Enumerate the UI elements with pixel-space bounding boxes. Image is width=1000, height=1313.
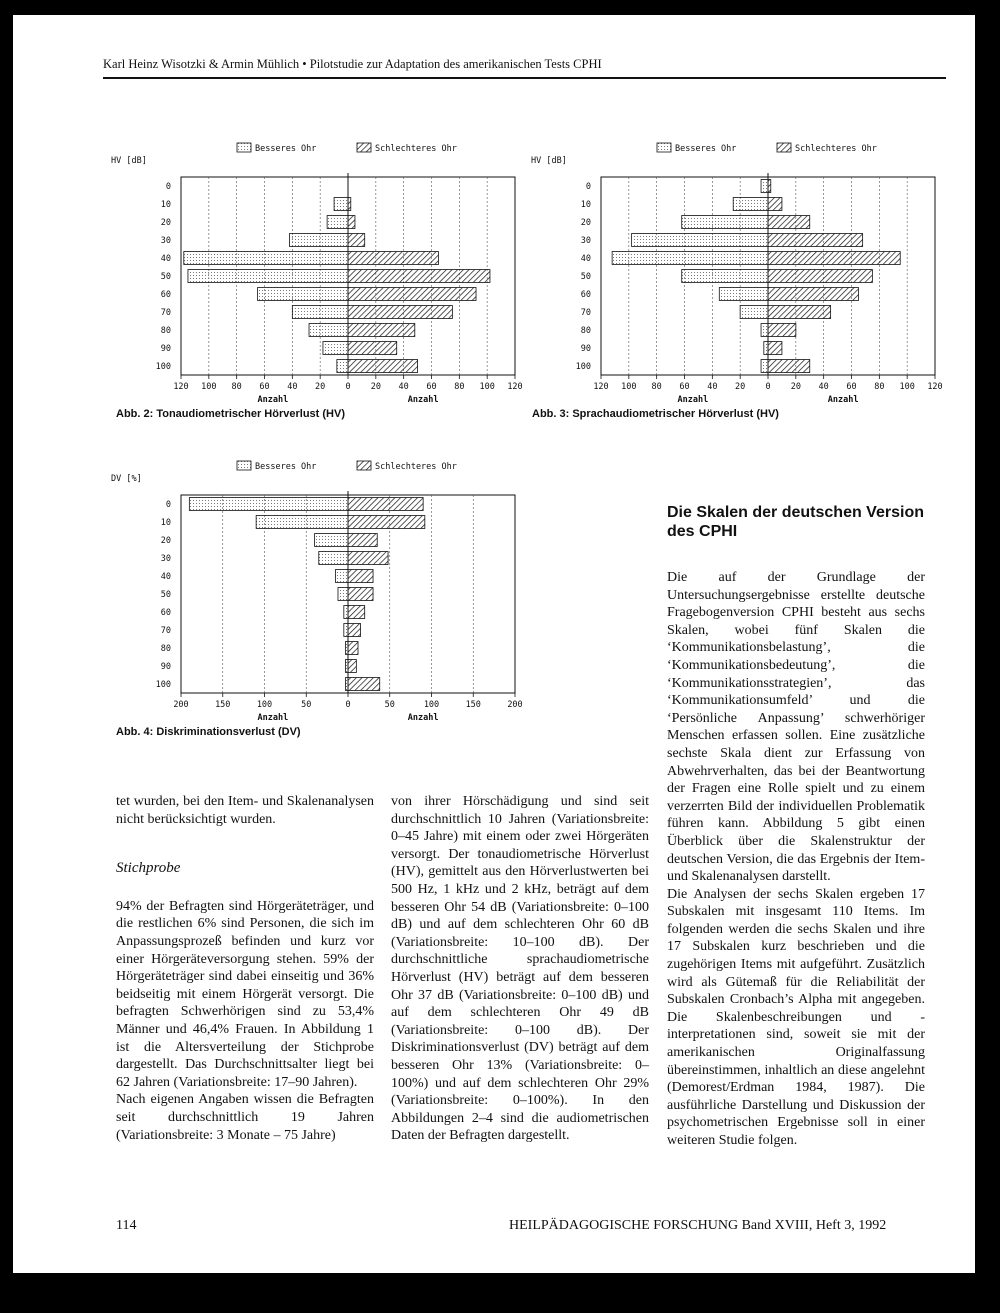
text-column-2 — [391, 793, 649, 1145]
x-tick-label: 40 — [818, 382, 829, 392]
bar-worse-ear — [348, 534, 377, 547]
legend-label-better: Besseres Ohr — [255, 462, 317, 472]
bar-better-ear — [682, 216, 768, 229]
x-tick-label: 80 — [231, 382, 242, 392]
bar-better-ear — [256, 516, 348, 529]
paragraph: von ihrer Hörschädigung und sind seit durchschnittlich 10 Jahren (Variationsbreite: 0–45 Jahre) mit einem oder zwei Hörgeräten versorgt. Der tonaudiometrische Hörverlust (HV), gemittelt aus den Hörverlustwerten bei 500 Hz, 1 kHz und 2 kHz, beträgt auf dem besseren Ohr 54 dB (Variationsbreite: 0–100 dB) und auf dem schlechteren Ohr 60 dB (Variationsbreite: 10–100 dB). Der durchschnittliche sprachaudiometrische Hörverlust (HV) beträgt auf dem besseren Ohr 37 dB (Variationsbreite: 0–100 dB) und auf dem schlechteren Ohr 49 dB (Variationsbreite: 0–100 dB). Der Diskriminationsverlust (DV) beträgt auf dem besseren Ohr 13% (Variationsbreite: 0–100%) und auf dem schlechteren Ohr 29% (Variationsbreite: 0–100%). In den Abbildungen 2–4 sind die audiometrischen Daten der Befragten dargestellt. — [391, 794, 649, 1144]
bar-worse-ear — [348, 606, 365, 619]
bar-worse-ear — [768, 216, 810, 229]
y-tick-label: 20 — [160, 536, 171, 546]
bar-better-ear — [338, 588, 348, 601]
x-tick-label: 20 — [790, 382, 801, 392]
bar-better-ear — [290, 234, 348, 247]
figure-caption-3: Abb. 3: Sprachaudiometrischer Hörverlust (HV) — [532, 408, 779, 420]
bar-better-ear — [761, 360, 768, 373]
bar-worse-ear — [768, 252, 900, 265]
x-tick-label: 80 — [874, 382, 885, 392]
bar-worse-ear — [348, 570, 373, 583]
x-tick-label: 100 — [899, 382, 915, 392]
paragraph: tet wurden, bei den Item- und Skalenanalysen nicht berücksichtigt wurden. — [116, 794, 374, 827]
chart-svg — [109, 455, 529, 727]
y-tick-label: 20 — [160, 218, 171, 228]
y-tick-label: 60 — [160, 290, 171, 300]
x-tick-label: 150 — [215, 700, 231, 710]
bar-better-ear — [612, 252, 768, 265]
bar-worse-ear — [348, 324, 415, 337]
x-tick-label: 100 — [621, 382, 637, 392]
bar-worse-ear — [348, 660, 356, 673]
journal-footer: HEILPÄDAGOGISCHE FORSCHUNG Band XVIII, Heft 3, 1992 — [509, 1218, 887, 1233]
bar-better-ear — [733, 198, 768, 211]
bar-better-ear — [334, 198, 348, 211]
bar-worse-ear — [348, 516, 425, 529]
x-axis-label-left: Anzahl — [257, 395, 289, 405]
x-tick-label: 50 — [301, 700, 312, 710]
paragraph: Die Analysen der sechs Skalen ergeben 17 Subskalen mit insgesamt 110 Items. Im folgenden werden die sechs Skalen und ihre 17 Subskalen kurz beschrieben und die zugehörigen Items mit aufgeführt. Zusätzlich wird als Gütemaß für die Reliabilität der Subskalen Cronbach’s Alpha mit angegeben. Die Skalenbeschreibungen und -interpretationen sind, soweit sie mit der amerikanischen Originalfassung übereinstimmen, inhaltlich an diese angelehnt (Demorest/Erdman 1984, 1987). Die ausführliche Darstellung und Diskussion der psychometrischen Ergebnisse soll in einer weiteren Studie folgen. — [667, 886, 925, 1148]
x-tick-label: 60 — [259, 382, 270, 392]
section-heading: Die Skalen der deutschen Version des CPHI — [667, 504, 924, 540]
legend — [237, 143, 457, 154]
y-tick-label: 90 — [580, 344, 591, 354]
x-tick-label: 80 — [454, 382, 465, 392]
x-tick-label: 200 — [507, 700, 523, 710]
x-axis-label-right: Anzahl — [827, 395, 859, 405]
x-tick-label: 80 — [651, 382, 662, 392]
paragraph: 94% der Befragten sind Hörgeräteträger, und die restlichen 6% sind Personen, die sich im Anpassungsprozeß befinden und kurz vor einer Hörgeräteversorgung stehen. 59% der Hörgeräteträger sind dabei einseitig und 36% beidseitig mit einem Hörgerät versorgt. Die befragten Schwerhörigen sind zu 53,4% Männer und 46,4% Frauen. In Abbildung 1 ist die Altersverteilung der Stichprobe dargestellt. Das Durchschnittsalter liegt bei 62 Jahren (Variationsbreite: 17–90 Jahren). — [116, 898, 374, 1090]
x-tick-label: 120 — [593, 382, 609, 392]
y-tick-label: 60 — [160, 608, 171, 618]
y-tick-label: 100 — [575, 362, 591, 372]
x-tick-label: 60 — [846, 382, 857, 392]
y-tick-label: 0 — [165, 182, 171, 192]
section-subheading: Stichprobe — [116, 860, 181, 877]
y-tick-label: 10 — [160, 200, 171, 210]
bar-worse-ear — [768, 234, 863, 247]
y-tick-label: 80 — [160, 644, 171, 654]
y-axis-label: DV [%] — [111, 474, 142, 484]
bar-worse-ear — [768, 198, 782, 211]
y-tick-label: 100 — [155, 680, 171, 690]
chart-tonaudiometric-hv — [109, 137, 529, 409]
bar-better-ear — [184, 252, 348, 265]
y-tick-label: 80 — [160, 326, 171, 336]
x-axis-label-right: Anzahl — [407, 713, 439, 723]
y-tick-label: 90 — [160, 344, 171, 354]
x-tick-label: 0 — [345, 382, 351, 392]
bar-better-ear — [188, 270, 348, 283]
x-tick-label: 60 — [426, 382, 437, 392]
figure-caption-4: Abb. 4: Diskriminationsverlust (DV) — [116, 726, 301, 738]
x-tick-label: 120 — [927, 382, 943, 392]
legend-label-worse: Schlechteres Ohr — [375, 144, 457, 154]
y-tick-label: 30 — [160, 554, 171, 564]
bar-worse-ear — [348, 306, 452, 319]
y-tick-label: 30 — [580, 236, 591, 246]
x-tick-label: 40 — [707, 382, 718, 392]
legend-label-worse: Schlechteres Ohr — [375, 462, 457, 472]
bar-worse-ear — [768, 270, 872, 283]
bar-worse-ear — [348, 234, 365, 247]
running-header: Karl Heinz Wisotzki & Armin Mühlich • Pilotstudie zur Adaptation des amerikanischen Tests CPHI — [103, 57, 602, 71]
x-tick-label: 40 — [398, 382, 409, 392]
text-column-1 — [116, 793, 374, 1144]
y-tick-label: 70 — [160, 626, 171, 636]
y-tick-label: 50 — [580, 272, 591, 282]
bar-better-ear — [315, 534, 348, 547]
bar-better-ear — [258, 288, 348, 301]
bar-better-ear — [764, 342, 768, 355]
bar-worse-ear — [348, 552, 388, 565]
y-tick-label: 0 — [165, 500, 171, 510]
header-rule — [103, 77, 946, 79]
bar-worse-ear — [348, 252, 438, 265]
y-tick-label: 80 — [580, 326, 591, 336]
y-tick-label: 100 — [155, 362, 171, 372]
bar-better-ear — [327, 216, 348, 229]
chart-svg — [529, 137, 949, 409]
y-axis-label: HV [dB] — [111, 156, 147, 166]
bar-worse-ear — [768, 342, 782, 355]
x-tick-label: 120 — [507, 382, 523, 392]
bar-better-ear — [740, 306, 768, 319]
bar-worse-ear — [348, 342, 397, 355]
bar-better-ear — [319, 552, 348, 565]
bar-better-ear — [632, 234, 768, 247]
x-tick-label: 20 — [370, 382, 381, 392]
bar-better-ear — [323, 342, 348, 355]
y-tick-label: 40 — [580, 254, 591, 264]
legend-swatch-better — [237, 461, 251, 470]
y-tick-label: 50 — [160, 272, 171, 282]
x-tick-label: 200 — [173, 700, 189, 710]
bar-worse-ear — [348, 498, 423, 511]
bar-better-ear — [337, 360, 348, 373]
bar-better-ear — [309, 324, 348, 337]
bar-better-ear — [335, 570, 348, 583]
bar-better-ear — [719, 288, 768, 301]
y-tick-label: 10 — [160, 518, 171, 528]
x-tick-label: 20 — [315, 382, 326, 392]
bar-worse-ear — [768, 288, 858, 301]
y-axis-label: HV [dB] — [531, 156, 567, 166]
y-tick-label: 30 — [160, 236, 171, 246]
legend-swatch-better — [657, 143, 671, 152]
bar-worse-ear — [348, 678, 380, 691]
bar-worse-ear — [348, 588, 373, 601]
y-tick-label: 50 — [160, 590, 171, 600]
bar-worse-ear — [768, 306, 831, 319]
x-tick-label: 150 — [465, 700, 481, 710]
x-tick-label: 100 — [256, 700, 273, 710]
x-tick-label: 0 — [765, 382, 771, 392]
y-tick-label: 10 — [580, 200, 591, 210]
x-tick-label: 100 — [201, 382, 217, 392]
bar-better-ear — [344, 624, 348, 637]
y-tick-label: 90 — [160, 662, 171, 672]
legend-swatch-worse — [357, 143, 371, 152]
y-tick-label: 20 — [580, 218, 591, 228]
legend — [657, 143, 877, 154]
bar-better-ear — [761, 324, 768, 337]
bar-worse-ear — [348, 288, 476, 301]
legend-swatch-better — [237, 143, 251, 152]
figure-caption-2: Abb. 2: Tonaudiometrischer Hörverlust (HV) — [116, 408, 345, 420]
legend-label-better: Besseres Ohr — [255, 144, 317, 154]
bar-worse-ear — [768, 360, 810, 373]
bar-better-ear — [292, 306, 348, 319]
y-tick-label: 70 — [160, 308, 171, 318]
x-tick-label: 40 — [287, 382, 298, 392]
bar-worse-ear — [768, 324, 796, 337]
legend — [237, 461, 457, 472]
x-axis-label-left: Anzahl — [677, 395, 709, 405]
x-tick-label: 120 — [173, 382, 189, 392]
x-axis-label-left: Anzahl — [257, 713, 289, 723]
chart-speech-audiometric-hv — [529, 137, 949, 409]
x-tick-label: 0 — [345, 700, 351, 710]
x-tick-label: 100 — [423, 700, 440, 710]
x-tick-label: 100 — [479, 382, 495, 392]
document-page — [13, 15, 975, 1273]
bar-better-ear — [682, 270, 768, 283]
paragraph: Nach eigenen Angaben wissen die Befragten seit durchschnittlich 19 Jahren (Variationsbreite: 3 Monate – 75 Jahre) — [116, 1092, 374, 1143]
y-tick-label: 60 — [580, 290, 591, 300]
legend-swatch-worse — [777, 143, 791, 152]
paragraph: Die auf der Grundlage der Untersuchungsergebnisse erstellte deutsche Fragebogenversion CPHI besteht aus sechs Skalen, wobei fünf Skalen die ‘Kommunikationsbelastung’, die ‘Kommunikationsbedeutung’, die ‘Kommunikationsstrategien’, das ‘Kommunikationsumfeld’ und die ‘Persönliche Anpassung’ schwerhöriger Menschen erfassen sollen. Eine zusätzliche sechste Skala dient zur Erfassung von Abwehrverhalten, das bei der Beantwortung der Fragen eine Rolle spielt und zu einem verzerrten Bild der individuellen Problematik führen kann. Abbildung 5 gibt einen Überblick über die Skalenstruktur der deutschen Version, die das Ergebnis der Item- und Skalenanalysen darstellt. — [667, 570, 925, 885]
text-column-3 — [667, 503, 925, 1150]
bar-worse-ear — [348, 642, 358, 655]
x-tick-label: 60 — [679, 382, 690, 392]
bar-worse-ear — [348, 216, 355, 229]
bar-worse-ear — [348, 360, 418, 373]
bar-worse-ear — [348, 624, 361, 637]
bar-better-ear — [344, 606, 348, 619]
y-tick-label: 40 — [160, 572, 171, 582]
y-tick-label: 0 — [585, 182, 591, 192]
bar-worse-ear — [348, 270, 490, 283]
chart-discrimination-loss — [109, 455, 529, 727]
legend-swatch-worse — [357, 461, 371, 470]
page-number: 114 — [116, 1218, 137, 1233]
x-axis-label-right: Anzahl — [407, 395, 439, 405]
x-tick-label: 50 — [384, 700, 395, 710]
x-tick-label: 20 — [735, 382, 746, 392]
legend-label-better: Besseres Ohr — [675, 144, 737, 154]
y-tick-label: 40 — [160, 254, 171, 264]
chart-svg — [109, 137, 529, 409]
y-tick-label: 70 — [580, 308, 591, 318]
bar-better-ear — [761, 180, 768, 193]
bar-better-ear — [189, 498, 348, 511]
legend-label-worse: Schlechteres Ohr — [795, 144, 877, 154]
